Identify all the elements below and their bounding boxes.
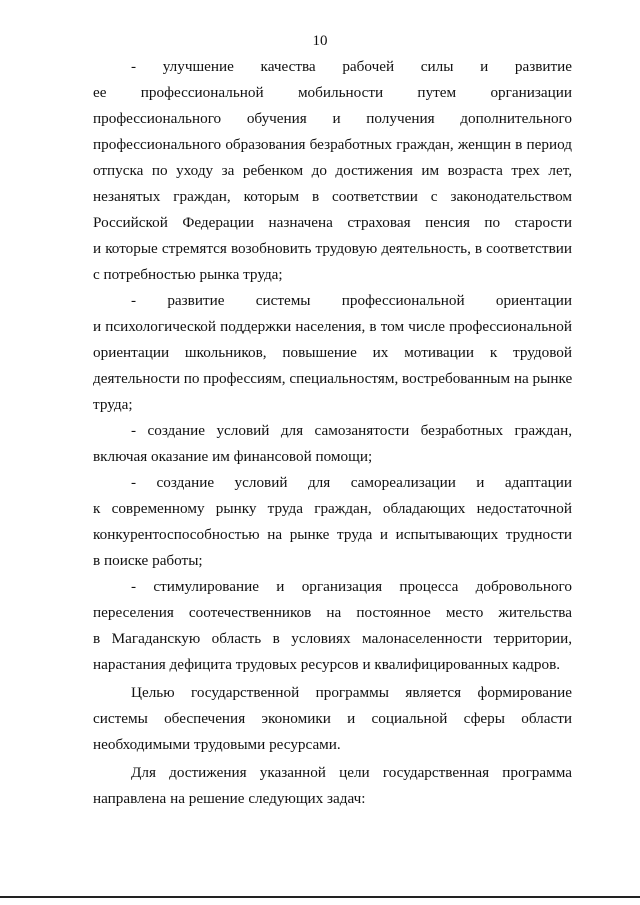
text-line: - создание условий для самореализации и адаптации — [131, 474, 572, 491]
text-line: и психологической поддержки населения, в том числе профессиональной — [93, 318, 572, 335]
text-line: - стимулирование и организация процесса добровольного — [131, 578, 572, 595]
text-line: направлена на решение следующих задач: — [93, 790, 366, 807]
text-line: деятельности по профессиям, специальностям, востребованным на рынке — [93, 370, 573, 387]
text-line: Для достижения указанной цели государственная программа — [131, 764, 572, 781]
text-line: - развитие системы профессиональной ориентации — [131, 292, 572, 309]
page-number: 10 — [312, 33, 328, 49]
text-line: незанятых граждан, которым в соответствии с законодательством — [93, 188, 572, 205]
text-line: ее профессиональной мобильности путем организации — [93, 84, 572, 101]
footer-rule — [0, 896, 640, 898]
text-line: - создание условий для самозанятости безработных граждан, — [131, 422, 572, 439]
text-line: в поиске работы; — [93, 552, 203, 569]
text-line: в Магаданскую область в условиях малонаселенности территории, — [93, 630, 572, 647]
text-line: профессионального образования безработных граждан, женщин в период — [93, 136, 572, 153]
text-line: переселения соотечественников на постоянное место жительства — [93, 604, 572, 621]
text-line: Российской Федерации назначена страховая пенсия по старости — [93, 214, 572, 231]
text-line: включая оказание им финансовой помощи; — [93, 448, 373, 465]
text-line: и которые стремятся возобновить трудовую деятельность, в соответствии — [93, 240, 572, 257]
text-line: нарастания дефицита трудовых ресурсов и квалифицированных кадров. — [93, 656, 561, 673]
text-line: ориентации школьников, повышение их мотивации к трудовой — [93, 344, 572, 361]
text-line: Целью государственной программы является формирование — [131, 684, 572, 701]
text-line: - улучшение качества рабочей силы и развитие — [131, 58, 572, 75]
text-line: необходимыми трудовыми ресурсами. — [93, 736, 341, 753]
text-line: системы обеспечения экономики и социальной сферы области — [93, 710, 572, 727]
text-line: к современному рынку труда граждан, обладающих недостаточной — [93, 500, 572, 517]
text-line: отпуска по уходу за ребенком до достижения им возраста трех лет, — [93, 162, 572, 179]
text-line: с потребностью рынка труда; — [93, 266, 283, 283]
text-line: труда; — [93, 396, 133, 413]
text-line: конкурентоспособностью на рынке труда и испытывающих трудности — [93, 526, 572, 543]
text-line: профессионального обучения и получения дополнительного — [93, 110, 572, 127]
